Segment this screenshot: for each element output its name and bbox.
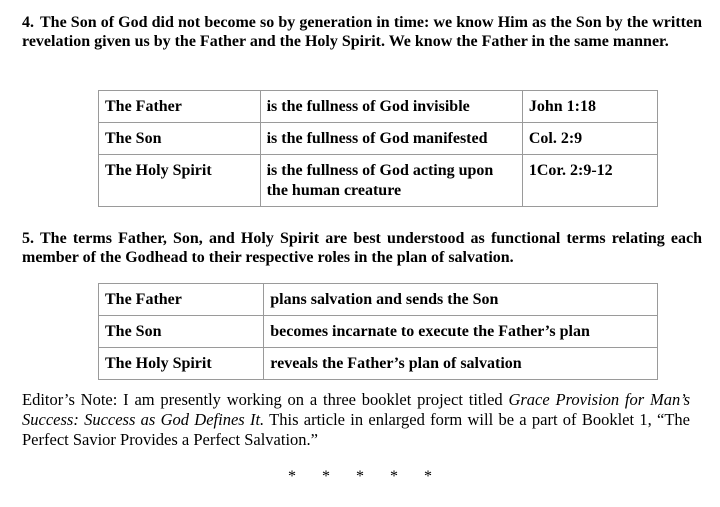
separator-star: * <box>288 468 296 485</box>
table-row <box>99 155 658 207</box>
point-5-text: The terms Father, Son, and Holy Spirit are best understood as functional terms relating each member of the Godhead to their respective roles in the plan of salvation. <box>22 230 702 266</box>
editor-note-booklet-title: Grace Provision for Man’s Success: Success as God Defines It. <box>22 390 690 429</box>
editor-note-suffix: This article in enlarged form will be a part of Booklet 1, “The Perfect Savior Provides a Perfect Salvation.” <box>22 410 690 449</box>
table-cell-person: The Son <box>99 316 264 348</box>
table-cell-person: The Holy Spirit <box>99 348 264 380</box>
table-cell-reference: John 1:18 <box>522 91 657 123</box>
table-cell-reference: 1Cor. 2:9-12 <box>522 155 657 207</box>
table-row <box>99 284 658 316</box>
table-cell-description: is the fullness of God manifested <box>260 123 522 155</box>
point-5-number: 5. <box>22 230 34 247</box>
section-separator <box>0 468 720 486</box>
point-4-number: 4. <box>22 14 34 31</box>
table-cell-reference: Col. 2:9 <box>522 123 657 155</box>
table-cell-description: is the fullness of God acting upon the human creature <box>260 155 522 207</box>
godhead-fullness-table <box>98 90 658 207</box>
point-4-paragraph <box>22 13 702 51</box>
table-cell-role: becomes incarnate to execute the Father’s plan <box>264 316 658 348</box>
separator-star: * <box>390 468 398 485</box>
table-row <box>99 123 658 155</box>
separator-star: * <box>424 468 432 485</box>
table-cell-role: plans salvation and sends the Son <box>264 284 658 316</box>
table-cell-person: The Father <box>99 91 261 123</box>
table-cell-person: The Father <box>99 284 264 316</box>
table-cell-person: The Son <box>99 123 261 155</box>
table-row <box>99 316 658 348</box>
table-cell-description: is the fullness of God invisible <box>260 91 522 123</box>
editor-note-prefix: Editor’s Note: I am presently working on a three booklet project titled <box>22 390 509 409</box>
table-row <box>99 91 658 123</box>
point-4-text: The Son of God did not become so by generation in time: we know Him as the Son by the written revelation given us by the Father and the Holy Spirit. We know the Father in the same manner. <box>22 14 702 50</box>
point-5-paragraph <box>22 229 702 267</box>
separator-star: * <box>322 468 330 485</box>
table-cell-role: reveals the Father’s plan of salvation <box>264 348 658 380</box>
godhead-roles-table <box>98 283 658 380</box>
editor-note <box>22 390 690 450</box>
table-row <box>99 348 658 380</box>
table-cell-person: The Holy Spirit <box>99 155 261 207</box>
separator-star: * <box>356 468 364 485</box>
